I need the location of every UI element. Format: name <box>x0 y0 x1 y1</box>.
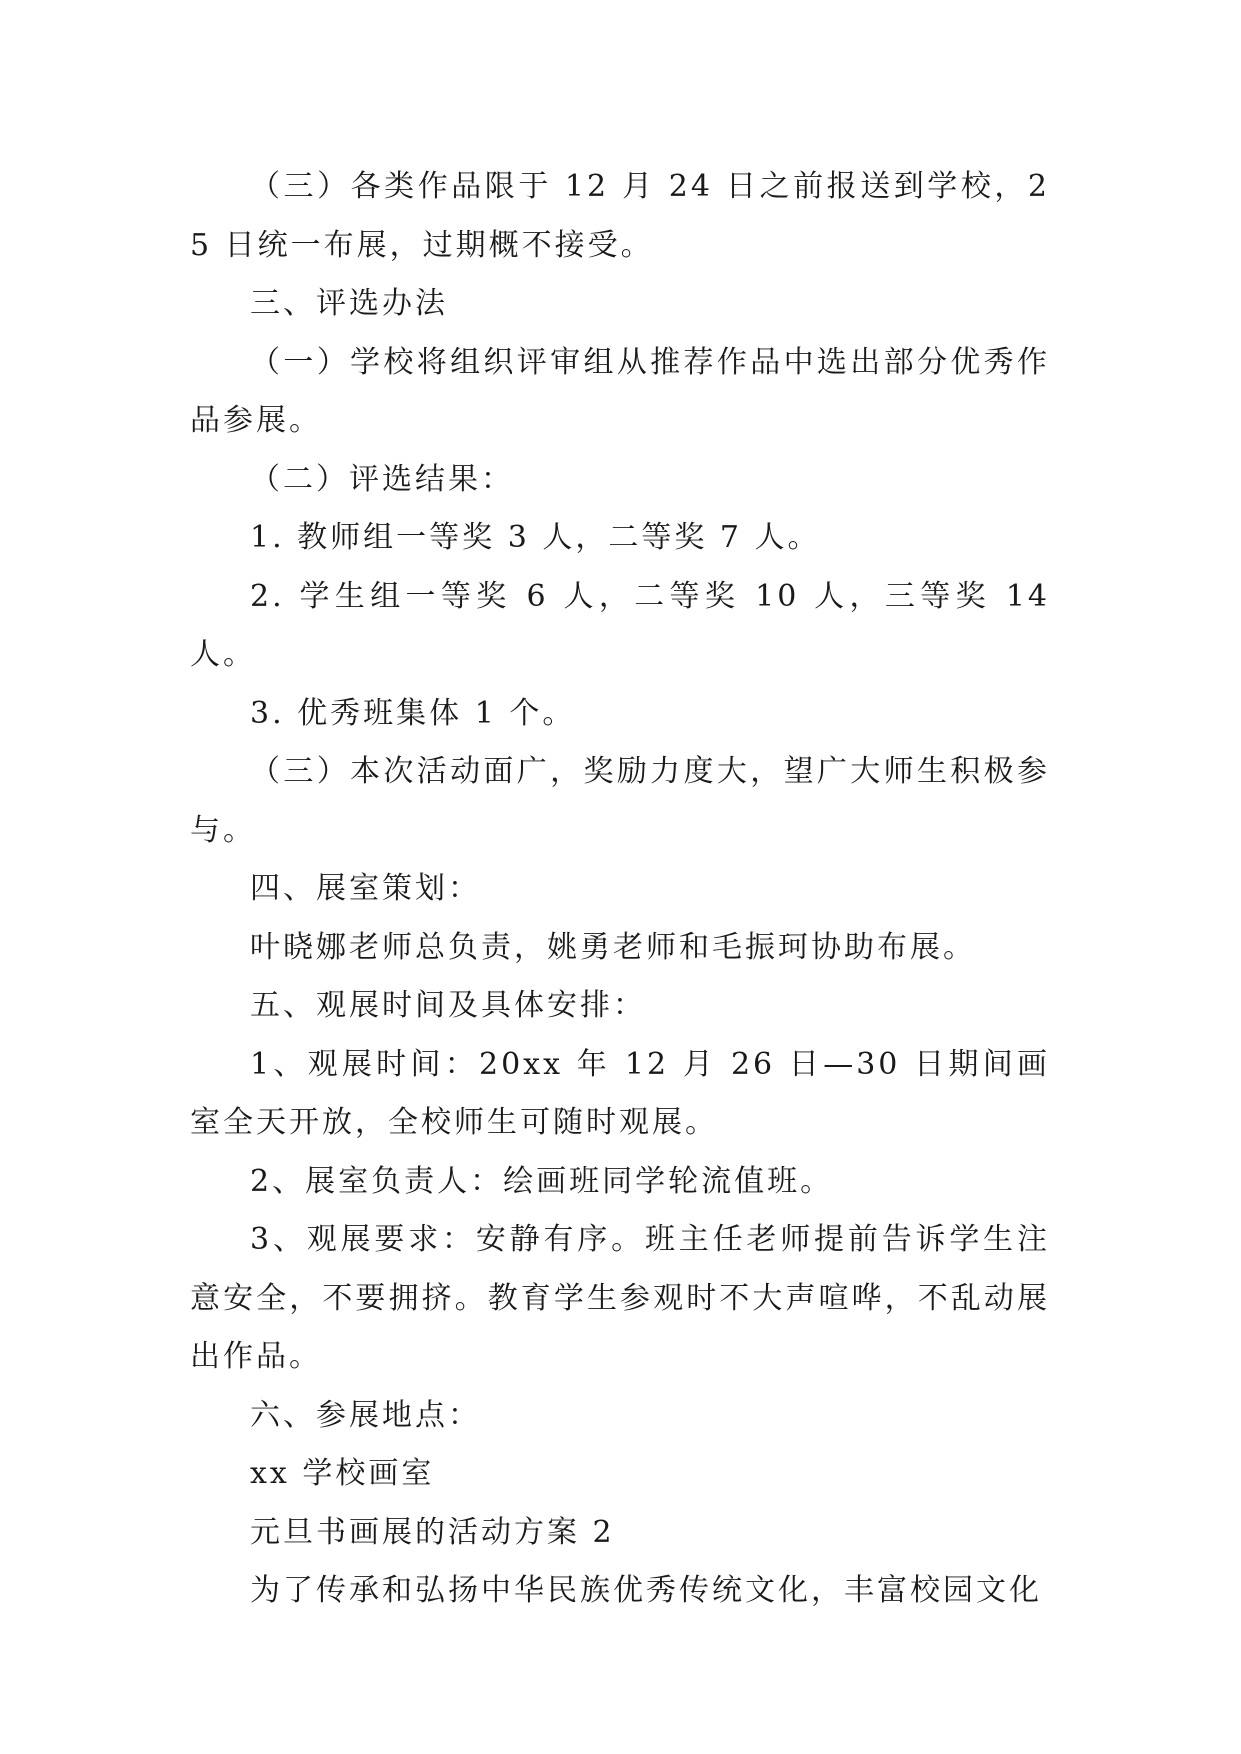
list-item-student-awards: 2. 学生组一等奖 6 人，二等奖 10 人，三等奖 14 人。 <box>190 578 1050 672</box>
paragraph-location: xx 学校画室 <box>250 1456 435 1491</box>
paragraph-plan-2-intro: 为了传承和弘扬中华民族优秀传统文化，丰富校园文化 <box>250 1573 1042 1608</box>
list-item-viewing-requirements: 3、观展要求：安静有序。班主任老师提前告诉学生注意安全，不要拥挤。教育学生参观时不大声喧哗，不乱动展出作品。 <box>190 1222 1050 1374</box>
document-body <box>190 158 1050 1621</box>
heading-selection-method: 三、评选办法 <box>250 286 448 321</box>
paragraph-jury-selection: （一）学校将组织评审组从推荐作品中选出部分优秀作品参展。 <box>190 344 1050 438</box>
list-item-teacher-awards: 1. 教师组一等奖 3 人，二等奖 7 人。 <box>250 520 821 555</box>
heading-viewing-schedule: 五、观展时间及具体安排： <box>250 988 646 1023</box>
heading-exhibition-location: 六、参展地点： <box>250 1397 481 1433</box>
paragraph-selection-results: （二）评选结果： <box>250 461 514 497</box>
heading-exhibition-planning: 四、展室策划： <box>250 871 481 906</box>
paragraph-planning-staff: 叶晓娜老师总负责，姚勇老师和毛振珂协助布展。 <box>250 929 976 965</box>
list-item-viewing-time: 1、观展时间：20xx 年 12 月 26 日—30 日期间画室全天开放，全校师生可随时观展。 <box>190 1046 1050 1140</box>
paragraph-participation: （三）本次活动面广，奖励力度大，望广大师生积极参与。 <box>190 754 1050 848</box>
heading-plan-2-title: 元旦书画展的活动方案 2 <box>250 1514 615 1550</box>
list-item-class-award: 3. 优秀班集体 1 个。 <box>250 695 576 731</box>
paragraph-submission-deadline: （三）各类作品限于 12 月 24 日之前报送到学校，25 日统一布展，过期概不接受。 <box>190 169 1050 263</box>
list-item-room-supervisor: 2、展室负责人：绘画班同学轮流值班。 <box>250 1163 834 1199</box>
